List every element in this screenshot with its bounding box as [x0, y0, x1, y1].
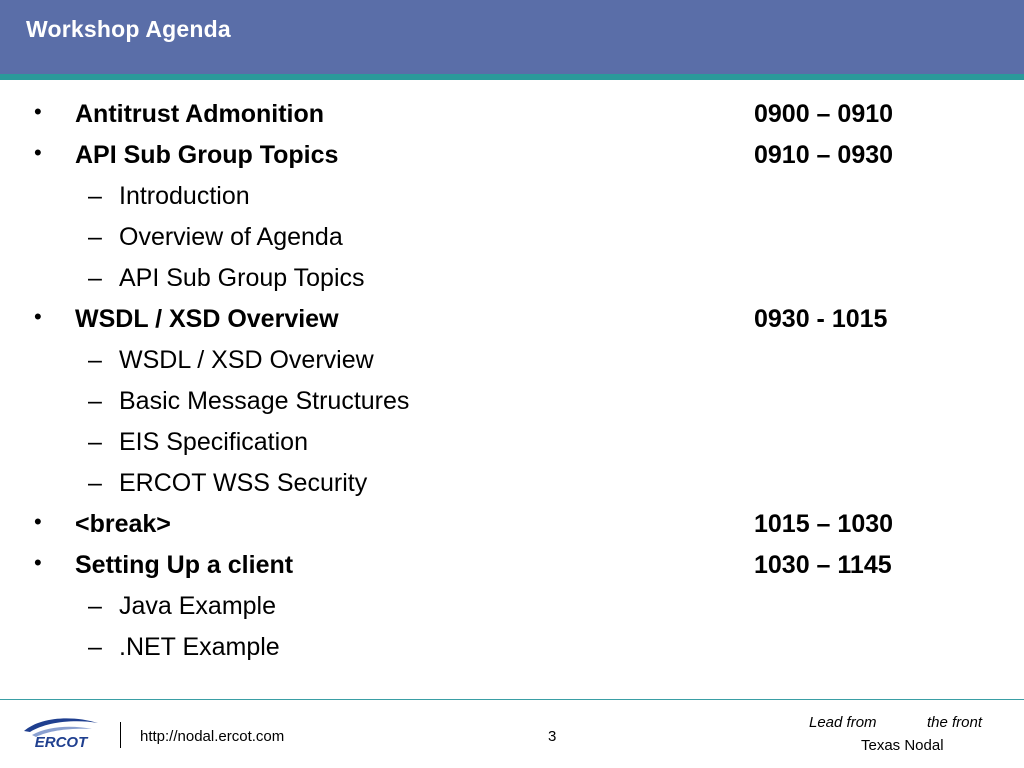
- agenda-subtopic: Overview of Agenda: [119, 223, 343, 251]
- bullet: •: [34, 509, 42, 534]
- header-divider: [0, 74, 1024, 80]
- tagline-front: the front: [927, 714, 983, 731]
- agenda-subitem: [0, 219, 1024, 260]
- page-number: 3: [548, 728, 557, 745]
- title-bar: [0, 0, 1024, 74]
- agenda-subitem: [0, 260, 1024, 301]
- agenda-subitem: [0, 588, 1024, 629]
- dash: –: [88, 223, 102, 251]
- agenda-subtopic: API Sub Group Topics: [119, 264, 365, 292]
- agenda-topic: Setting Up a client: [75, 551, 294, 579]
- dash: –: [88, 264, 102, 292]
- bullet: •: [34, 140, 42, 165]
- logo-text: ERCOT: [34, 734, 88, 750]
- agenda-time: 1015 – 1030: [754, 510, 894, 538]
- agenda-subitem: [0, 424, 1024, 465]
- dash: –: [88, 346, 102, 374]
- agenda-topic: WSDL / XSD Overview: [75, 305, 339, 333]
- agenda-item: [0, 547, 1024, 588]
- ercot-logo-icon: [20, 714, 102, 750]
- dash: –: [88, 387, 102, 415]
- dash: –: [88, 182, 102, 210]
- agenda-subitem: [0, 178, 1024, 219]
- agenda-subtopic: Introduction: [119, 182, 250, 210]
- bullet: •: [34, 550, 42, 575]
- agenda-time: 0900 – 0910: [754, 100, 894, 128]
- bullet: •: [34, 304, 42, 329]
- agenda-subtopic: Java Example: [119, 592, 277, 620]
- agenda-item: [0, 96, 1024, 137]
- agenda-time: 1030 – 1145: [754, 551, 892, 579]
- footer-separator: [120, 722, 121, 748]
- agenda-subitem: [0, 383, 1024, 424]
- dash: –: [88, 592, 102, 620]
- slide-title: Workshop Agenda: [26, 16, 231, 42]
- agenda-subitem: [0, 465, 1024, 506]
- agenda-subitem: [0, 342, 1024, 383]
- bullet: •: [34, 99, 42, 124]
- agenda-topic: Antitrust Admonition: [75, 100, 325, 128]
- footer-url: http://nodal.ercot.com: [140, 728, 285, 745]
- agenda-time: 0910 – 0930: [754, 141, 894, 169]
- agenda-topic: API Sub Group Topics: [75, 141, 339, 169]
- agenda-subtopic: WSDL / XSD Overview: [119, 346, 374, 374]
- program-name: Texas Nodal: [861, 737, 944, 754]
- agenda-item: [0, 301, 1024, 342]
- dash: –: [88, 428, 102, 456]
- agenda-item: [0, 506, 1024, 547]
- agenda-subtopic: ERCOT WSS Security: [119, 469, 368, 497]
- agenda-topic: <break>: [75, 510, 171, 538]
- dash: –: [88, 633, 102, 661]
- agenda-subtopic: .NET Example: [119, 633, 280, 661]
- agenda-subtopic: Basic Message Structures: [119, 387, 410, 415]
- agenda-list: [0, 96, 1024, 670]
- agenda-item: [0, 137, 1024, 178]
- dash: –: [88, 469, 102, 497]
- footer-divider: [0, 699, 1024, 700]
- agenda-subitem: [0, 629, 1024, 670]
- tagline-lead: Lead from: [809, 714, 877, 731]
- agenda-time: 0930 - 1015: [754, 305, 888, 333]
- agenda-subtopic: EIS Specification: [119, 428, 308, 456]
